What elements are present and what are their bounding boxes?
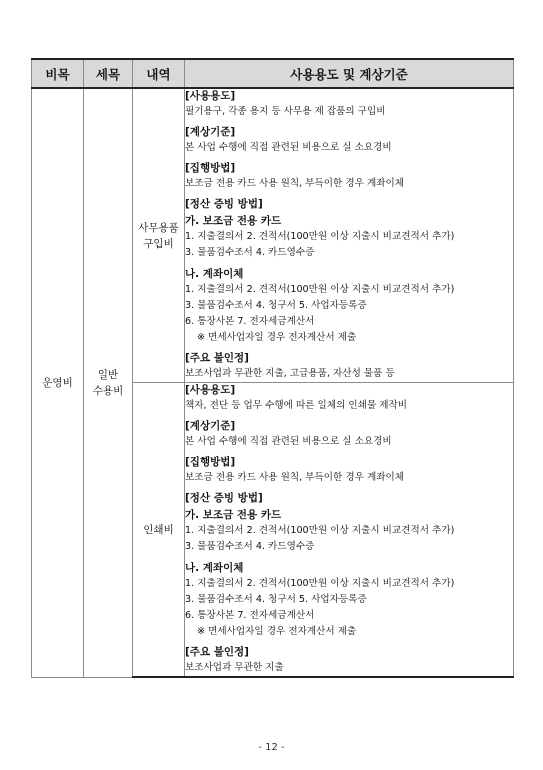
category-label: 운영비 bbox=[42, 376, 73, 389]
section-text: 본 사업 수행에 직접 관련된 비용으로 실 소요경비 bbox=[185, 142, 392, 153]
basis-section bbox=[185, 125, 513, 156]
section-heading: [집행방법] bbox=[185, 456, 236, 468]
header-category: 비목 bbox=[32, 59, 84, 88]
item-cell bbox=[133, 383, 185, 678]
section-heading: [계상기준] bbox=[185, 420, 236, 432]
evidence-line: 3. 물품검수조서 4. 카드영수증 bbox=[185, 541, 315, 552]
evidence-line: 1. 지출결의서 2. 견적서(100만원 이상 지출시 비교견적서 추가) bbox=[185, 284, 455, 295]
disallowed-section bbox=[185, 645, 513, 676]
item-label-line: 구입비 bbox=[143, 237, 174, 250]
evidence-subheading: 가. 보조금 전용 카드 bbox=[185, 509, 282, 521]
subcategory-label-line: 수용비 bbox=[92, 384, 124, 397]
evidence-subheading: 나. 계좌이체 bbox=[185, 268, 244, 280]
execution-section bbox=[185, 161, 513, 192]
page-number: - 12 - bbox=[258, 742, 285, 753]
evidence-note: ※ 면세사업자일 경우 전자계산서 제출 bbox=[197, 626, 357, 637]
usage-cell bbox=[185, 88, 514, 383]
expense-table bbox=[31, 58, 514, 678]
section-heading: [주요 불인정] bbox=[185, 352, 249, 364]
item-label-line: 사무용품 bbox=[138, 221, 179, 234]
section-text: 보조사업과 무관한 지출, 고급용품, 자산성 물품 등 bbox=[185, 368, 395, 379]
basis-section bbox=[185, 419, 513, 450]
evidence-line: 3. 물품검수조서 4. 카드영수증 bbox=[185, 247, 315, 258]
section-text: 보조금 전용 카드 사용 원칙, 부득이한 경우 계좌이체 bbox=[185, 178, 405, 189]
evidence-line: 1. 지출결의서 2. 견적서(100만원 이상 지출시 비교견적서 추가) bbox=[185, 231, 455, 242]
usage-section bbox=[185, 383, 513, 414]
category-cell bbox=[32, 88, 84, 677]
disallowed-section bbox=[185, 351, 513, 382]
section-text: 본 사업 수행에 직접 관련된 비용으로 실 소요경비 bbox=[185, 436, 392, 447]
item-label-line: 인쇄비 bbox=[143, 523, 174, 536]
header-row bbox=[32, 59, 514, 88]
section-heading: [사용용도] bbox=[185, 384, 236, 396]
evidence-section bbox=[185, 197, 513, 346]
evidence-section bbox=[185, 491, 513, 640]
evidence-line: 6. 통장사본 7. 전자세금계산서 bbox=[185, 316, 315, 327]
evidence-line: 3. 물품검수조서 4. 청구서 5. 사업자등록증 bbox=[185, 300, 367, 311]
usage-section bbox=[185, 89, 513, 120]
section-heading: [정산 증빙 방법] bbox=[185, 492, 263, 504]
section-heading: [사용용도] bbox=[185, 90, 236, 102]
section-text: 보조사업과 무관한 지출 bbox=[185, 662, 284, 673]
header-usage: 사용용도 및 계상기준 bbox=[185, 59, 514, 88]
evidence-note: ※ 면세사업자일 경우 전자계산서 제출 bbox=[197, 332, 357, 343]
section-heading: [주요 불인정] bbox=[185, 646, 249, 658]
section-heading: [정산 증빙 방법] bbox=[185, 198, 263, 210]
execution-section bbox=[185, 455, 513, 486]
table-row bbox=[32, 88, 514, 383]
header-item: 내역 bbox=[133, 59, 185, 88]
evidence-line: 1. 지출결의서 2. 견적서(100만원 이상 지출시 비교견적서 추가) bbox=[185, 578, 455, 589]
section-heading: [집행방법] bbox=[185, 162, 236, 174]
evidence-line: 1. 지출결의서 2. 견적서(100만원 이상 지출시 비교견적서 추가) bbox=[185, 525, 455, 536]
usage-cell bbox=[185, 383, 514, 678]
section-text: 책자, 전단 등 업무 수행에 따른 일체의 인쇄물 제작비 bbox=[185, 400, 408, 411]
subcategory-cell bbox=[84, 88, 133, 677]
section-text: 보조금 전용 카드 사용 원칙, 부득이한 경우 계좌이체 bbox=[185, 472, 405, 483]
section-heading: [계상기준] bbox=[185, 126, 236, 138]
header-subcategory: 세목 bbox=[84, 59, 133, 88]
item-cell bbox=[133, 88, 185, 383]
evidence-subheading: 나. 계좌이체 bbox=[185, 562, 244, 574]
evidence-line: 3. 물품검수조서 4. 청구서 5. 사업자등록증 bbox=[185, 594, 367, 605]
section-text: 필기용구, 각종 용지 등 사무용 제 잡품의 구입비 bbox=[185, 106, 386, 117]
evidence-line: 6. 통장사본 7. 전자세금계산서 bbox=[185, 610, 315, 621]
subcategory-label-line: 일반 bbox=[97, 368, 119, 381]
evidence-subheading: 가. 보조금 전용 카드 bbox=[185, 215, 282, 227]
